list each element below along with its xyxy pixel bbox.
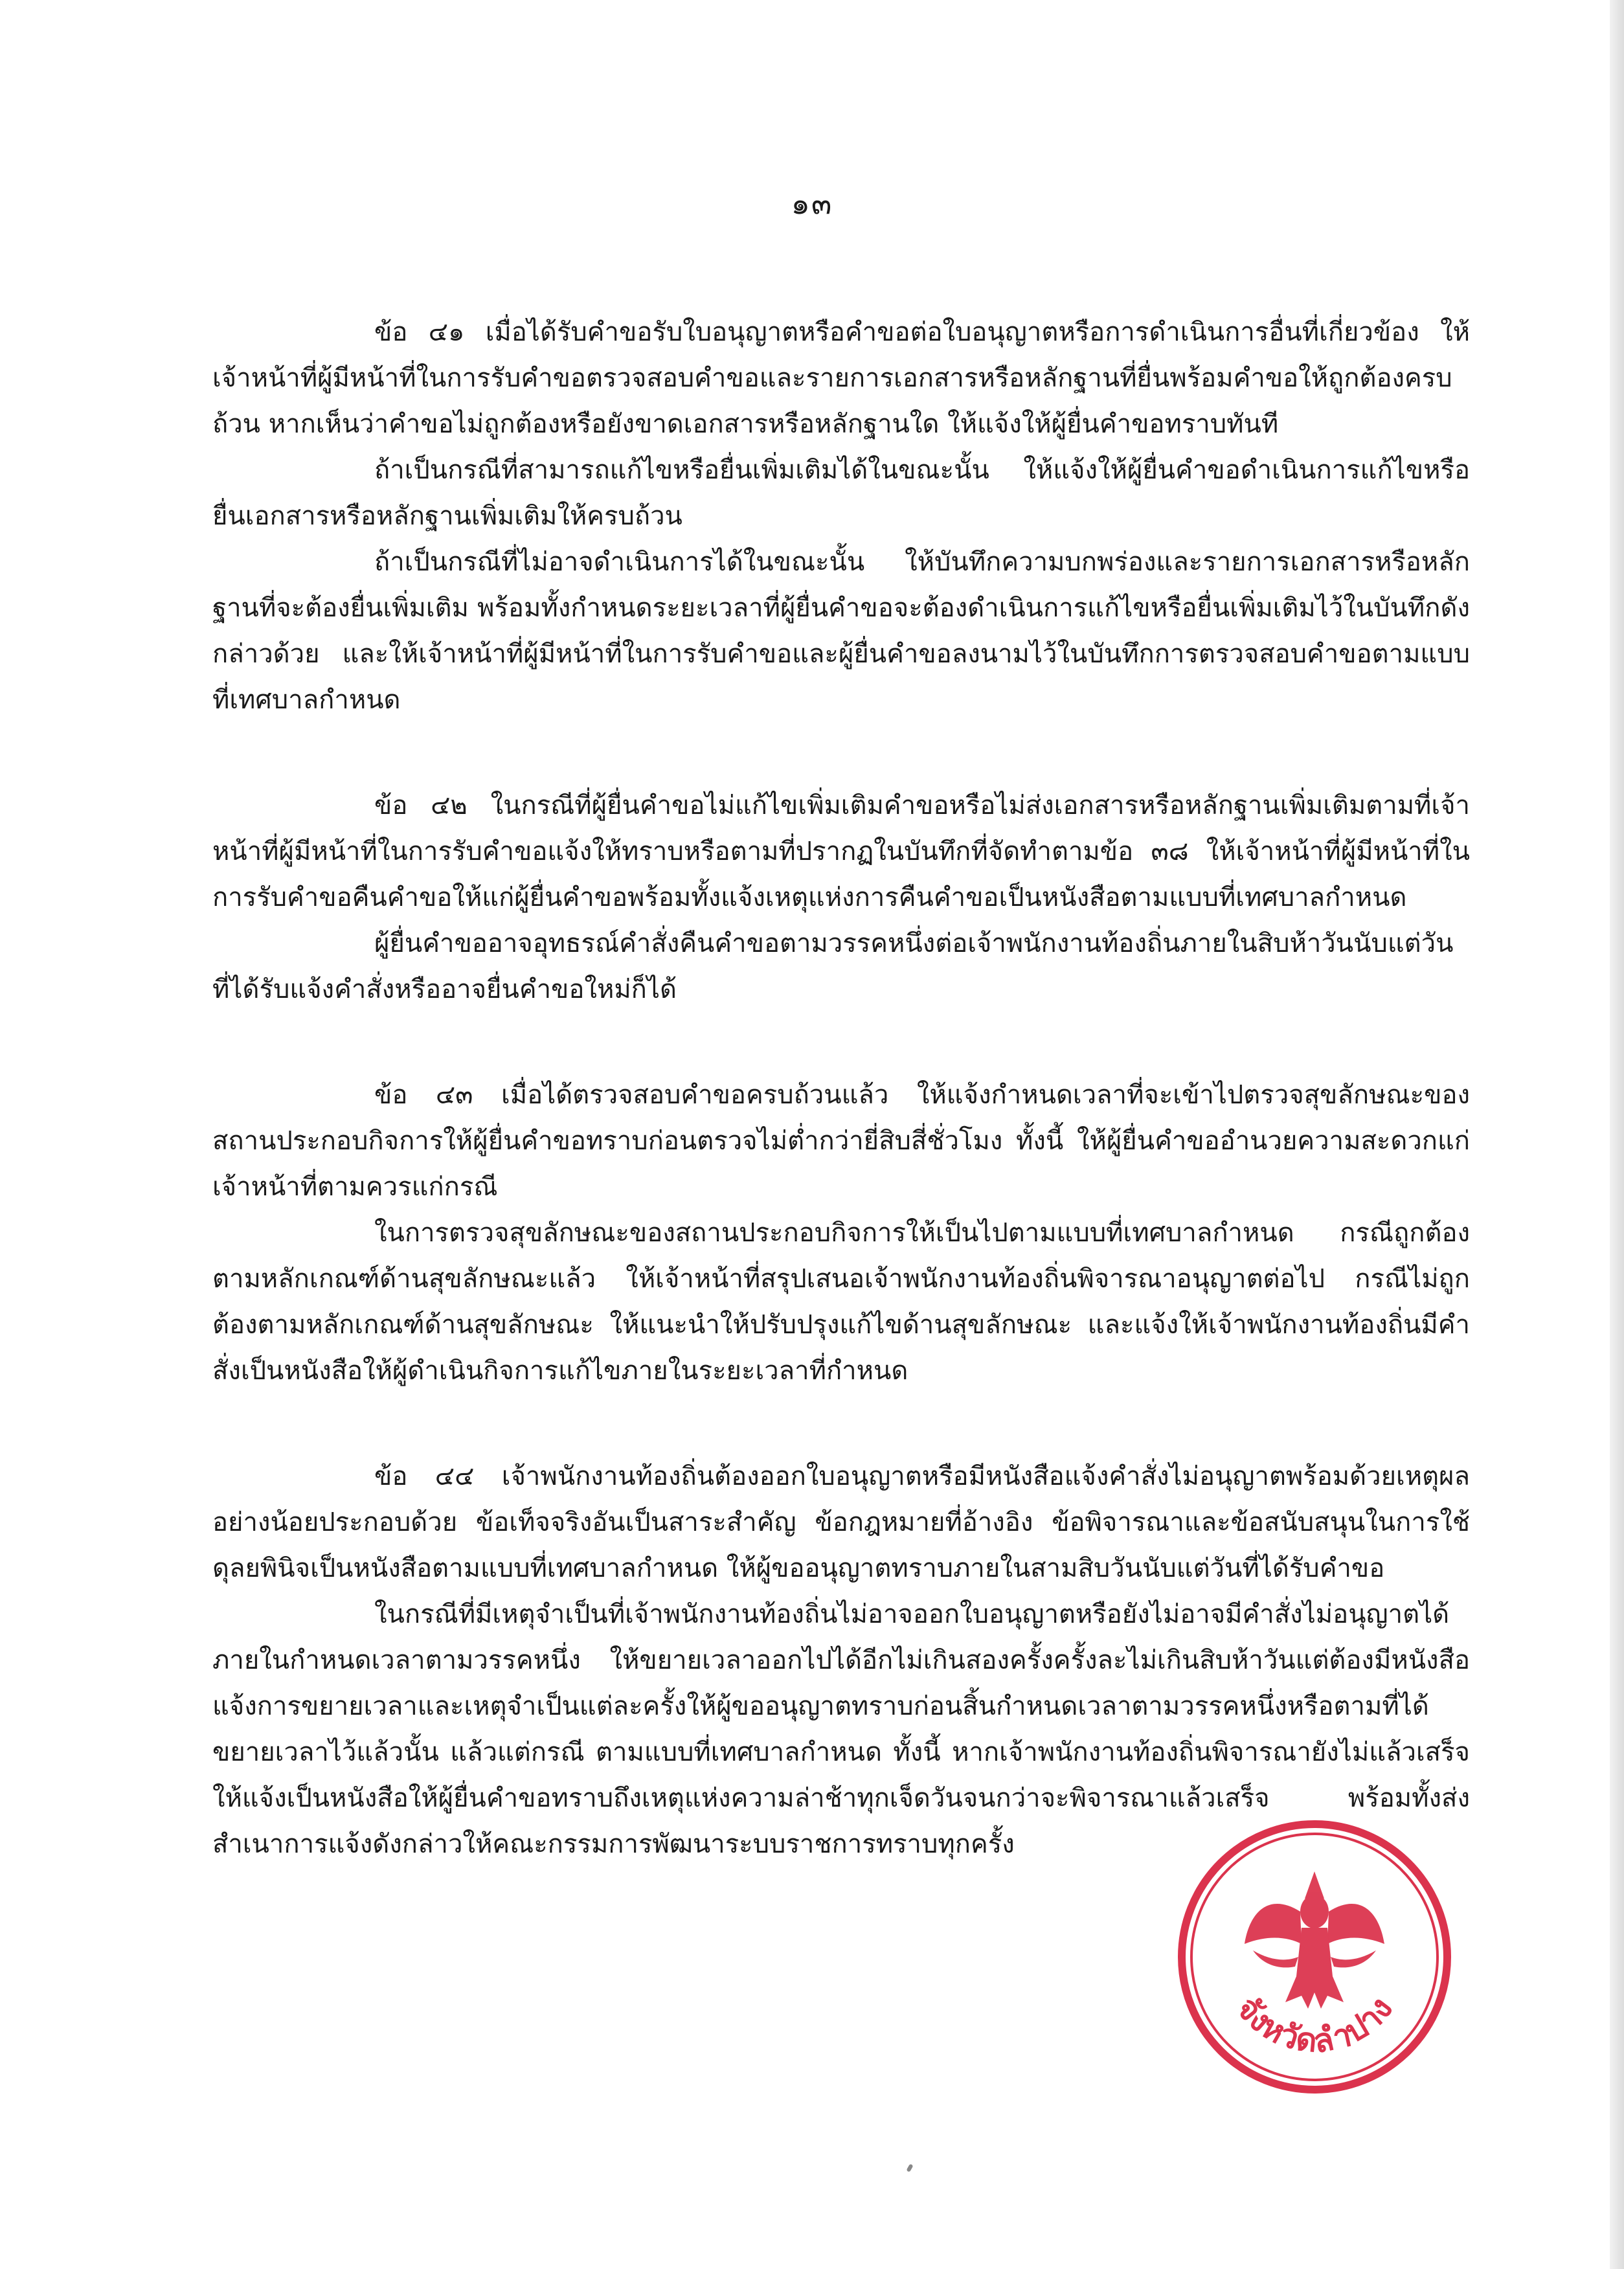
clause-44-paragraph: ข้อ ๔๔ เจ้าพนักงานท้องถิ่นต้องออกใบอนุญาตหรือมีหนังสือแจ้งคำสั่งไม่อนุญาตพร้อมด้วยเหตุผลอย่างน้อยประกอบด้วย ข้อเท็จจริงอันเป็นสาระสำคัญ ข้อกฎหมายที่อ้างอิง ข้อพิจารณาและข้อสนับสนุนในการใช้ดุลยพินิจเป็นหนังสือตามแบบที่เทศบาลกำหนด ให้ผู้ขออนุญาตทราบภายในสามสิบวันนับแต่วันที่ได้รับคำขอ <box>212 1462 1470 1583</box>
document-body <box>212 310 1470 1868</box>
official-seal-stamp <box>1172 1814 1457 2099</box>
page-edge-shadow <box>1610 0 1624 2269</box>
clause-44-paragraph-2: ในกรณีที่มีเหตุจำเป็นที่เจ้าพนักงานท้องถิ่นไม่อาจออกใบอนุญาตหรือยังไม่อาจมีคำสั่งไม่อนุญาตได้ภายในกำหนดเวลาตามวรรคหนึ่ง ให้ขยายเวลาออกไปได้อีกไม่เกินสองครั้งครั้งละไม่เกินสิบห้าวันแต่ต้องมีหนังสือแจ้งการขยายเวลาและเหตุจำเป็นแต่ละครั้งให้ผู้ขออนุญาตทราบก่อนสิ้นกำหนดเวลาตามวรรคหนึ่งหรือตามที่ได้ขยายเวลาไว้แล้วนั้น แล้วแต่กรณี ตามแบบที่เทศบาลกำหนด ทั้งนี้ หากเจ้าพนักงานท้องถิ่นพิจารณายังไม่แล้วเสร็จให้แจ้งเป็นหนังสือให้ผู้ยื่นคำขอทราบถึงเหตุแห่งความล่าช้าทุกเจ็ดวันจนกว่าจะพิจารณาแล้วเสร็จ พร้อมทั้งส่งสำเนาการแจ้งดังกล่าวให้คณะกรรมการพัฒนาระบบราชการทราบทุกครั้ง <box>212 1599 1470 1859</box>
page-number: ๑๓ <box>791 186 833 221</box>
svg-text:จังหวัดลำปาง: จังหวัดลำปาง <box>1228 1989 1401 2061</box>
clause-43-paragraph-2: ในการตรวจสุขลักษณะของสถานประกอบกิจการให้เป็นไปตามแบบที่เทศบาลกำหนด กรณีถูกต้องตามหลักเกณฑ์ด้านสุขลักษณะแล้ว ให้เจ้าหน้าที่สรุปเสนอเจ้าพนักงานท้องถิ่นพิจารณาอนุญาตต่อไป กรณีไม่ถูกต้องตามหลักเกณฑ์ด้านสุขลักษณะ ให้แนะนำให้ปรับปรุงแก้ไขด้านสุขลักษณะ และแจ้งให้เจ้าพนักงานท้องถิ่นมีคำสั่งเป็นหนังสือให้ผู้ดำเนินกิจการแก้ไขภายในระยะเวลาที่กำหนด <box>212 1218 1470 1386</box>
clause-42-paragraph-2: ผู้ยื่นคำขออาจอุทธรณ์คำสั่งคืนคำขอตามวรรคหนึ่งต่อเจ้าพนักงานท้องถิ่นภายในสิบห้าวันนับแต่วันที่ได้รับแจ้งคำสั่งหรืออาจยื่นคำขอใหม่ก็ได้ <box>212 929 1454 1004</box>
clause-41-paragraph: ข้อ ๔๑ เมื่อได้รับคำขอรับใบอนุญาตหรือคำขอต่อใบอนุญาตหรือการดำเนินการอื่นที่เกี่ยวข้อง ให้เจ้าหน้าที่ผู้มีหน้าที่ในการรับคำขอตรวจสอบคำขอและรายการเอกสารหรือหลักฐานที่ยื่นพร้อมคำขอให้ถูกต้องครบถ้วน หากเห็นว่าคำขอไม่ถูกต้องหรือยังขาดเอกสารหรือหลักฐานใด ให้แจ้งให้ผู้ยื่นคำขอทราบทันที <box>212 317 1470 439</box>
clause-42-paragraph: ข้อ ๔๒ ในกรณีที่ผู้ยื่นคำขอไม่แก้ไขเพิ่มเติมคำขอหรือไม่ส่งเอกสารหรือหลักฐานเพิ่มเติมตามที่เจ้าหน้าที่ผู้มีหน้าที่ในการรับคำขอแจ้งให้ทราบหรือตามที่ปรากฏในบันทึกที่จัดทำตามข้อ ๓๘ ให้เจ้าหน้าที่ผู้มีหน้าที่ในการรับคำขอคืนคำขอให้แก่ผู้ยื่นคำขอพร้อมทั้งแจ้งเหตุแห่งการคืนคำขอเป็นหนังสือตามแบบที่เทศบาลกำหนด <box>212 791 1470 912</box>
clause-43-paragraph: ข้อ ๔๓ เมื่อได้ตรวจสอบคำขอครบถ้วนแล้ว ให้แจ้งกำหนดเวลาที่จะเข้าไปตรวจสุขลักษณะของสถานประกอบกิจการให้ผู้ยื่นคำขอทราบก่อนตรวจไม่ต่ำกว่ายี่สิบสี่ชั่วโมง ทั้งนี้ ให้ผู้ยื่นคำขออำนวยความสะดวกแก่เจ้าหน้าที่ตามควรแก่กรณี <box>212 1080 1470 1202</box>
scan-speck <box>906 2163 913 2172</box>
garuda-emblem-icon <box>1245 1871 1384 2009</box>
clause-41-paragraph-2: ถ้าเป็นกรณีที่สามารถแก้ไขหรือยื่นเพิ่มเติมได้ในขณะนั้น ให้แจ้งให้ผู้ยื่นคำขอดำเนินการแก้ไขหรือยื่นเอกสารหรือหลักฐานเพิ่มเติมให้ครบถ้วน <box>212 455 1470 531</box>
clause-41-paragraph-3: ถ้าเป็นกรณีที่ไม่อาจดำเนินการได้ในขณะนั้น ให้บันทึกความบกพร่องและรายการเอกสารหรือหลักฐานที่จะต้องยื่นเพิ่มเติม พร้อมทั้งกำหนดระยะเวลาที่ผู้ยื่นคำขอจะต้องดำเนินการแก้ไขหรือยื่นเพิ่มเติมไว้ในบันทึกดังกล่าวด้วย และให้เจ้าหน้าที่ผู้มีหน้าที่ในการรับคำขอและผู้ยื่นคำขอลงนามไว้ในบันทึกการตรวจสอบคำขอตามแบบที่เทศบาลกำหนด <box>212 547 1470 715</box>
